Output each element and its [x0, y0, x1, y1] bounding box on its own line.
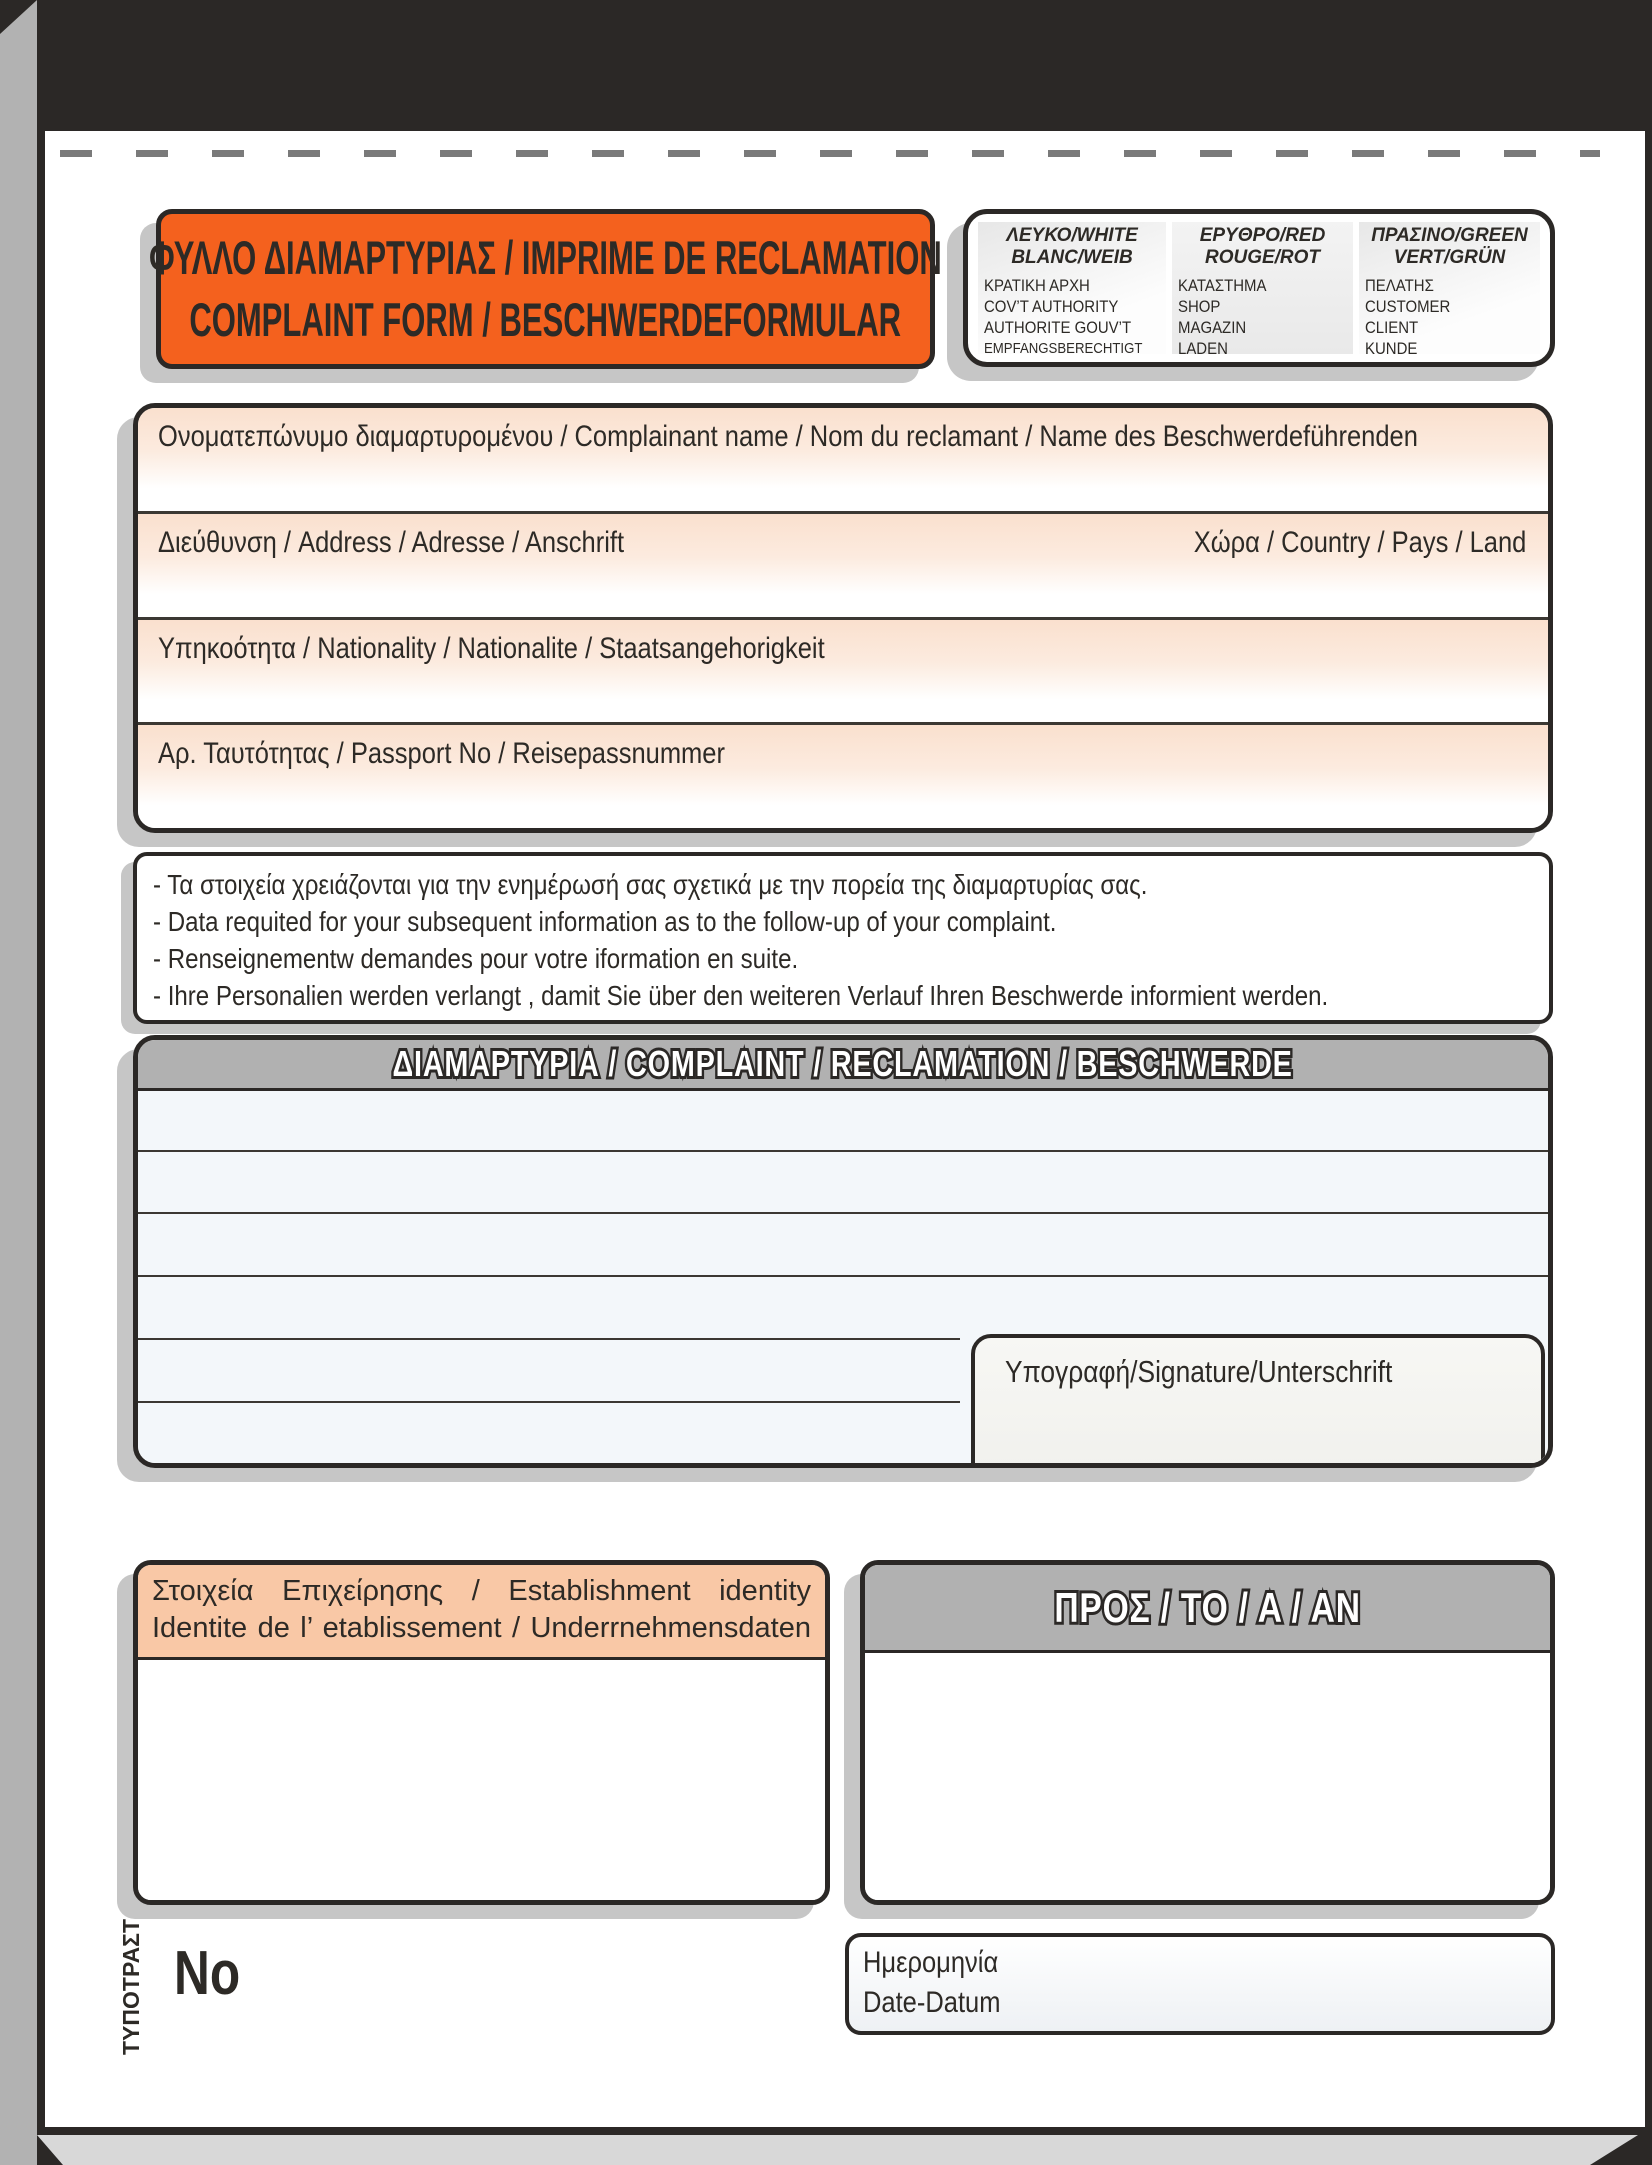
recipient-header-bar — [865, 1565, 1550, 1653]
field-label: Αρ. Ταυτότητας / Passport No / Reisepassnummer — [158, 737, 725, 771]
note-line: - Ihre Personalien werden verlangt , damit Sie über den weiteren Verlauf Ihren Beschwerde informient werden. — [153, 980, 1329, 1011]
legend-header: ΛΕΥΚΟ/WHITE BLANC/WEIB — [1006, 225, 1138, 268]
complaint-section — [133, 1035, 1553, 1468]
date-label-latin: Date-Datum — [863, 1986, 1001, 2019]
serial-number-label: No — [174, 1939, 241, 2008]
recipient-header-label: ΠΡΟΣ / TO / A / AN — [1054, 1583, 1361, 1631]
establishment-identity-box — [133, 1560, 830, 1905]
complaint-header-label: ΔΙΑΜΑΡΤΥΡΙΑ / COMPLAINT / RECLAMATION / BESCHWERDE — [392, 1043, 1294, 1084]
ruled-line — [138, 1275, 1548, 1277]
legend-column-white — [978, 222, 1166, 357]
form-title-line2: COMPLAINT FORM / BESCHWERDEFORMULAR — [189, 293, 902, 346]
legend-header: ΠΡΑΣΙΝΟ/GREEN VERT/GRÜN — [1371, 225, 1528, 268]
note-line: - Τα στοιχεία χρειάζονται για την ενημέρωσή σας σχετικά με την πορεία της διαμαρτυρίας σας. — [153, 869, 1148, 900]
data-usage-notes-box — [133, 852, 1553, 1024]
form-title-line1: ΦΥΛΛΟ ΔΙΑΜΑΡΤΥΡΙΑΣ / IMPRIME DE RECLAMATION — [149, 231, 942, 284]
ruled-line — [138, 1150, 1548, 1152]
legend-items: ΚΑΤΑΣΤΗΜΑ SHOP MAGAZIN LADEN — [1178, 276, 1267, 358]
signature-box[interactable] — [971, 1334, 1545, 1468]
pad-bottom-edge — [37, 2135, 1638, 2165]
complainant-fields-box — [133, 403, 1553, 833]
perforation-dashed-line — [60, 150, 1600, 157]
legend-items: ΠΕΛΑΤΗΣ CUSTOMER CLIENT KUNDE — [1365, 276, 1451, 358]
field-address-country[interactable] — [138, 511, 1548, 617]
field-nationality[interactable] — [138, 617, 1548, 723]
copy-color-legend — [963, 209, 1555, 367]
establishment-header — [138, 1565, 825, 1660]
ruled-line — [138, 1401, 960, 1403]
form-title-box — [149, 209, 942, 369]
field-label: Διεύθυνση / Address / Adresse / Anschrift — [158, 525, 625, 559]
recipient-box — [860, 1560, 1555, 1905]
field-label: Ονοματεπώνυμο διαμαρτυρομένου / Complainant name / Nom du reclamant / Name des Beschwerdeführenden — [158, 420, 1418, 453]
date-box[interactable] — [845, 1933, 1555, 2035]
complaint-header-bar — [138, 1040, 1548, 1091]
date-label-greek: Ημερομηνία — [863, 1946, 999, 1979]
field-complainant-name[interactable] — [138, 408, 1548, 511]
note-line: - Data requited for your subsequent information as to the follow-up of your complaint. — [153, 906, 1057, 937]
complaint-writing-area[interactable] — [138, 1091, 1548, 1463]
ruled-line — [138, 1212, 1548, 1214]
establishment-header-line2: Identite de l’ etablissement / Underrnehmensdaten — [152, 1612, 811, 1644]
legend-column-red — [1172, 222, 1353, 358]
field-label-country: Χώρα / Country / Pays / Land — [1193, 525, 1526, 559]
note-line: - Renseignementw demandes pour votre iformation en suite. — [153, 943, 799, 974]
legend-items: ΚΡΑΤΙΚΗ ΑΡΧΗ COV’T AUTHORITY AUTHORITE GOUV’T EMPFANGSBERECHTIGT — [984, 276, 1143, 357]
printer-mark-vertical: ΤΥΠΟΤΡΑΣΤ — [118, 1918, 144, 2055]
ruled-line — [138, 1338, 960, 1340]
legend-column-green — [1359, 222, 1540, 358]
recipient-writing-area[interactable] — [865, 1653, 1550, 1900]
field-passport-no[interactable] — [138, 722, 1548, 828]
field-label: Υπηκοότητα / Nationality / Nationalite / Staatsangehorigkeit — [158, 631, 825, 665]
legend-header: ΕΡΥΘΡΟ/RED ROUGE/ROT — [1199, 225, 1326, 268]
establishment-header-line1: Στοιχεία Επιχείρησης / Establishment identity — [152, 1575, 811, 1607]
establishment-writing-area[interactable] — [138, 1660, 825, 1900]
signature-label: Υπογραφή/Signature/Unterschrift — [1005, 1354, 1393, 1389]
